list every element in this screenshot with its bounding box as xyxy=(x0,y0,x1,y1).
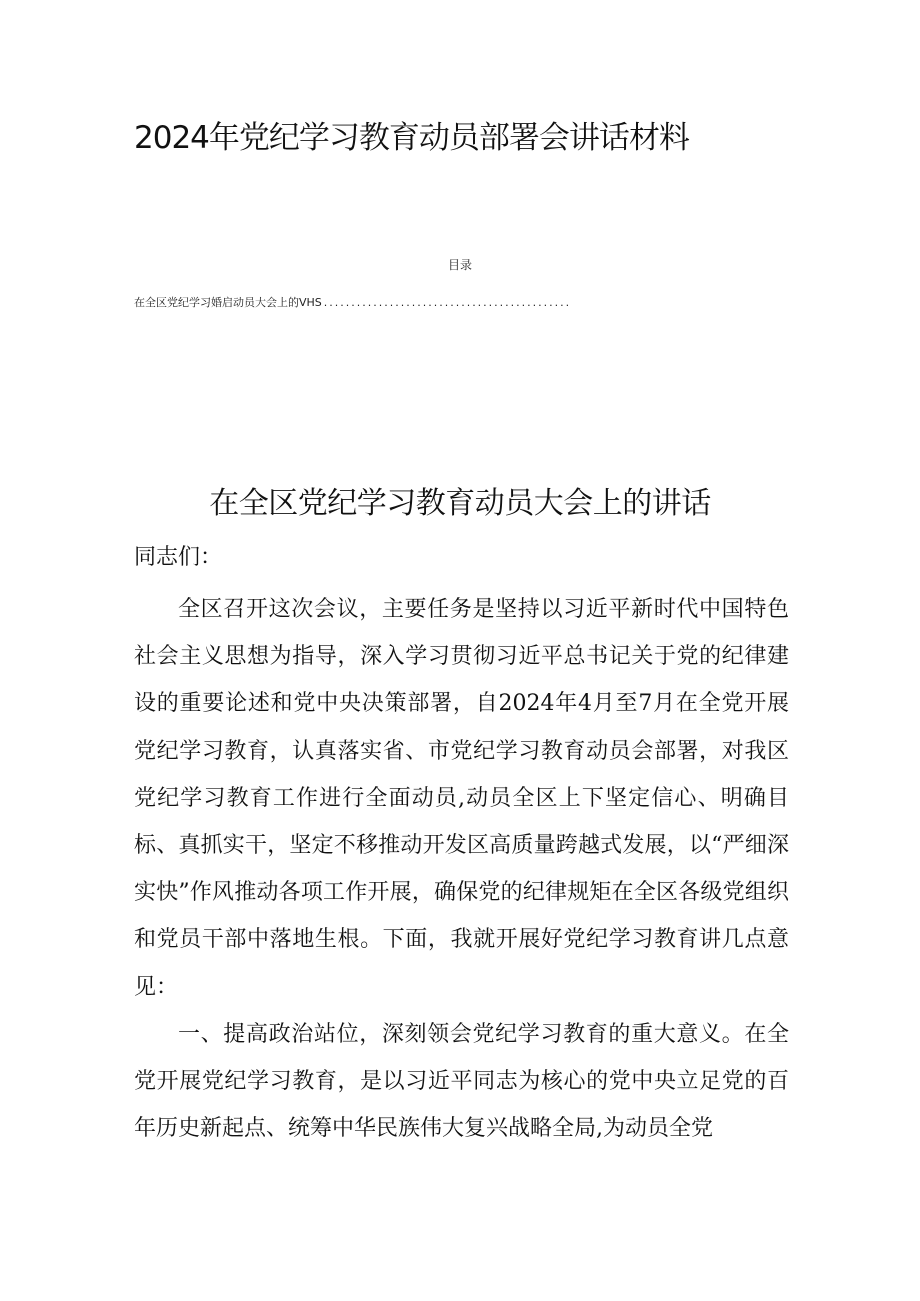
toc-entry-label: 在全区党纪学习婚启动员大会上的VHS xyxy=(134,296,322,309)
speech-body xyxy=(134,586,789,1152)
toc-leader-dots: ............................................. xyxy=(323,296,572,309)
salutation: 同志们： xyxy=(134,545,223,570)
toc-entry[interactable] xyxy=(134,294,774,310)
speech-title: 在全区党纪学习教育动员大会上的讲话 xyxy=(209,486,711,521)
document-title: 2024年党纪学习教育动员部署会讲话材料 xyxy=(134,120,689,156)
toc-heading: 目录 xyxy=(447,258,472,272)
paragraph: 一、提高政治站位，深刻领会党纪学习教育的重大意义。在全党开展党纪学习教育，是以习近平同志为核心的党中央立足党的百年历史新起点、统筹中华民族伟大复兴战略全局,为动员全党 xyxy=(134,1021,789,1142)
paragraph: 全区召开这次会议，主要任务是坚持以习近平新时代中国特色社会主义思想为指导，深入学习贯彻习近平总书记关于党的纪律建设的重要论述和党中央决策部署，自2024年4月至7月在全党开展党纪学习教育，认真落实省、市党纪学习教育动员会部署，对我区党纪学习教育工作进行全面动员,动员全区上下坚定信心、明确目标、真抓实干，坚定不移推动开发区高质量跨越式发展，以“严细深实快”作风推动各项工作开展，确保党的纪律规矩在全区各级党组织和党员干部中落地生根。下面，我就开展好党纪学习教育讲几点意见： xyxy=(134,597,789,1000)
